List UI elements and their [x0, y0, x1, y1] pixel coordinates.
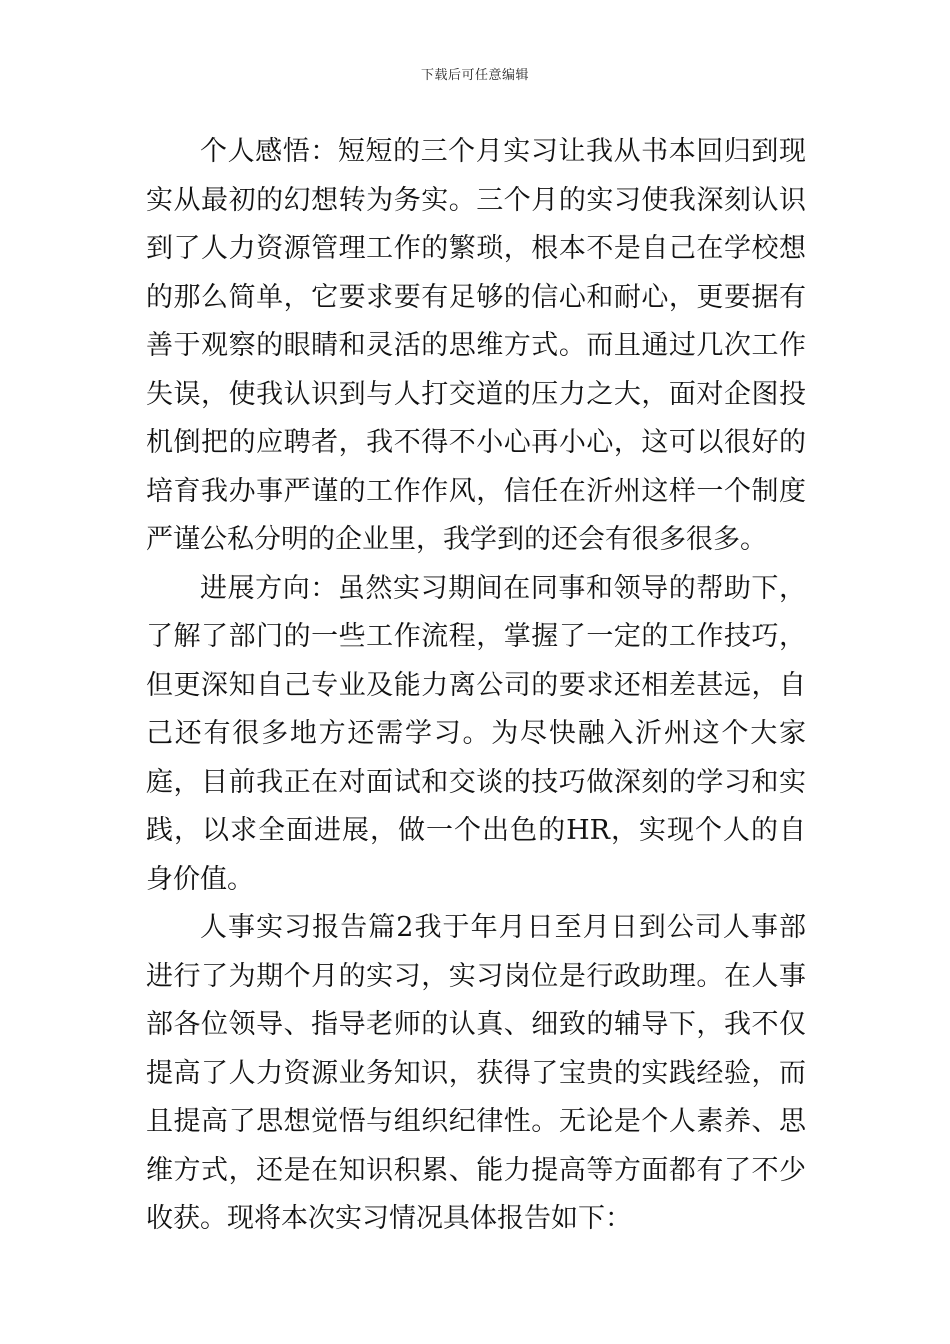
page-header: 下载后可任意编辑: [420, 68, 529, 83]
paragraph-development-direction: 进展方向：虽然实习期间在同事和领导的帮助下，了解了部门的一些工作流程，掌握了一定的工作技巧，但更深知自己专业及能力离公司的要求还相差甚远，自己还有很多地方还需学习。为尽快融入沂州这个大家庭，目前我正在对面试和交谈的技巧做深刻的学习和实践，以求全面进展，做一个出色的HR，实现个人的自身价值。: [146, 572, 806, 895]
paragraph-report-part-2: 人事实习报告篇2我于年月日至月日到公司人事部进行了为期个月的实习，实习岗位是行政助理。在人事部各位领导、指导老师的认真、细致的辅导下，我不仅提高了人力资源业务知识，获得了宝贵的实践经验，而且提高了思想觉悟与组织纪律性。无论是个人素养、思维方式，还是在知识积累、能力提高等方面都有了不少收获。现将本次实习情况具体报告如下：: [146, 912, 806, 1234]
document-body: [146, 128, 806, 1244]
paragraph-personal-insight: 个人感悟：短短的三个月实习让我从书本回归到现实从最初的幻想转为务实。三个月的实习使我深刻认识到了人力资源管理工作的繁琐，根本不是自己在学校想的那么简单，它要求要有足够的信心和耐心，更要据有善于观察的眼睛和灵活的思维方式。而且通过几次工作失误，使我认识到与人打交道的压力之大，面对企图投机倒把的应聘者，我不得不小心再小心，这可以很好的培育我办事严谨的工作作风，信任在沂州这样一个制度严谨公私分明的企业里，我学到的还会有很多很多。: [146, 136, 806, 555]
